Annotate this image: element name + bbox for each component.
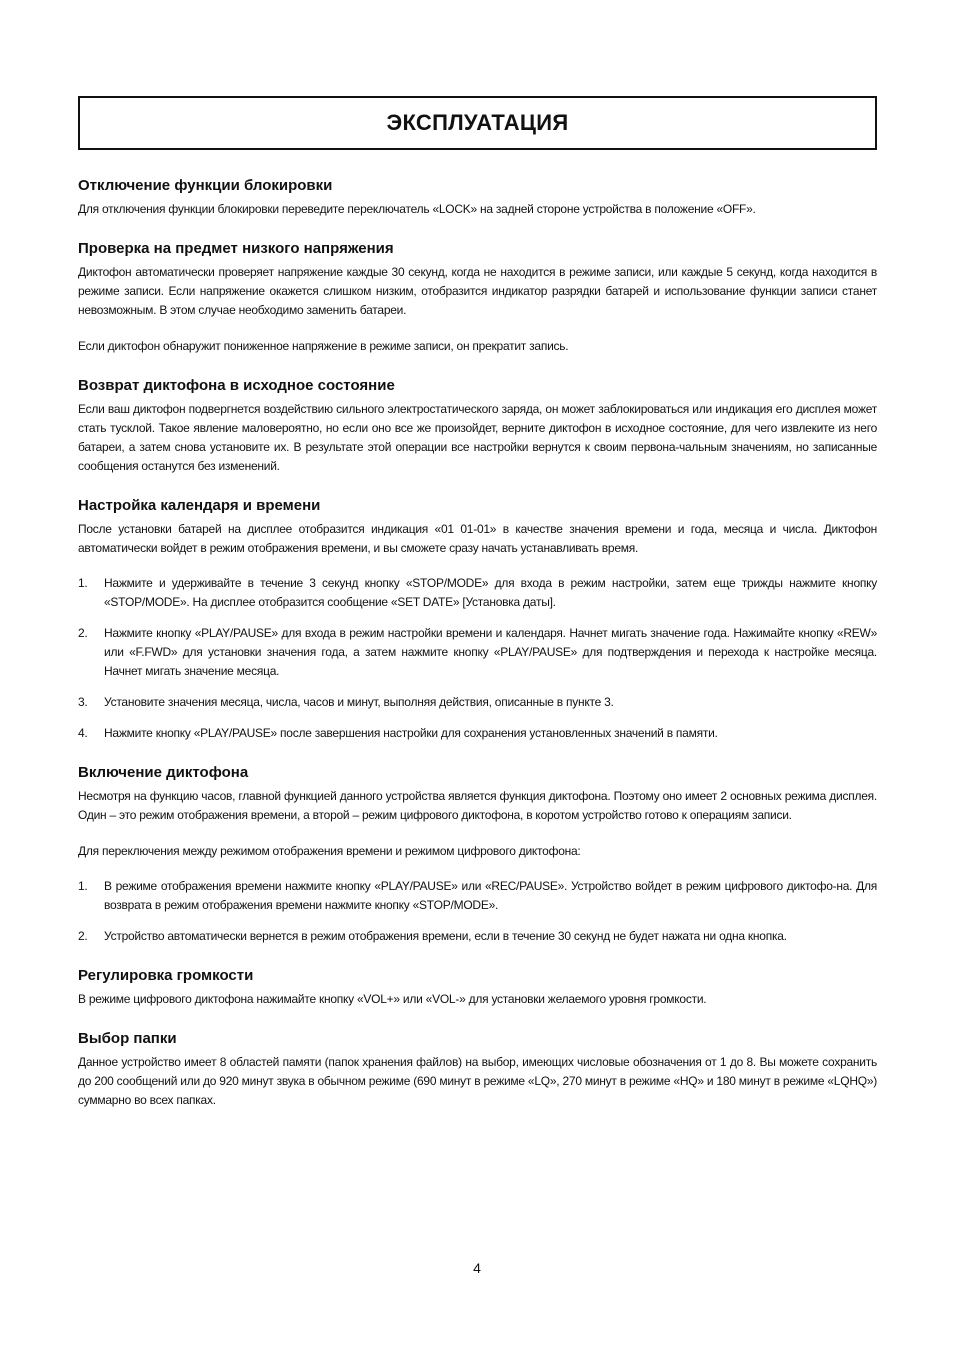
list-number: 1. xyxy=(78,576,88,590)
list-number: 3. xyxy=(78,695,88,709)
section-heading: Включение диктофона xyxy=(78,764,249,781)
list-item xyxy=(78,624,877,681)
list-number: 1. xyxy=(78,879,88,893)
section-heading: Отключение функции блокировки xyxy=(78,177,333,194)
list-text: Нажмите и удерживайте в течение 3 секунд кнопку «STOP/MODE» для входа в режим настройки, затем еще трижды нажмите кнопку «STOP/MODE». На дисплее отобразится сообщение «SET DATE» [Установка даты]. xyxy=(104,576,877,609)
steps-list xyxy=(78,574,877,743)
list-number: 4. xyxy=(78,726,88,740)
paragraph: Для переключения между режимом отображения времени и режимом цифрового диктофона: xyxy=(78,844,581,858)
paragraph: Диктофон автоматически проверяет напряжение каждые 30 секунд, когда не находится в режиме записи, или каждые 5 секунд, когда находится в режиме записи. Если напряжение окажется слишком низким, отобразится индикатор разрядки батарей и использование функции записи станет невозможным. В этом случае необходимо заменить батареи. xyxy=(78,265,877,317)
section-volume xyxy=(78,966,877,1009)
list-text: Установите значения месяца, числа, часов и минут, выполняя действия, описанные в пункте 3. xyxy=(104,695,614,709)
section-reset xyxy=(78,376,877,476)
list-text: В режиме отображения времени нажмите кнопку «PLAY/PAUSE» или «REC/PAUSE». Устройство войдет в режим цифрового диктофо-на. Для возврата в режим отображения времени нажмите кнопку «STOP/MODE». xyxy=(104,879,877,912)
paragraph: Несмотря на функцию часов, главной функцией данного устройства является функция диктофона. Поэтому оно имеет 2 основных режима дисплея. Один – это режим отображения времени, а второй – режим цифрового диктофона, в коротом устройство готово к операциям записи. xyxy=(78,789,877,822)
paragraph: Если ваш диктофон подвергнется воздействию сильного электростатического заряда, он может заблокироваться или индикация его дисплея может стать тусклой. Такое явление маловероятно, но если оно все же произойдет, верните диктофон в исходное состояние, для чего извлеките из него батареи, а затем снова установите их. В результате этой операции все настройки вернутся к своим первона-чальным значениям, но записанные сообщения останутся без изменений. xyxy=(78,402,877,473)
section-heading: Проверка на предмет низкого напряжения xyxy=(78,240,394,257)
list-text: Устройство автоматически вернется в режим отображения времени, если в течение 30 секунд не будет нажата ни одна кнопка. xyxy=(104,929,787,943)
list-item xyxy=(78,927,877,946)
list-text: Нажмите кнопку «PLAY/PAUSE» для входа в режим настройки времени и календаря. Начнет мигать значение года. Нажимайте кнопку «REW» или «F.FWD» для установки значения года, а затем нажмите кнопку «PLAY/PAUSE» для подтверждения и перехода к настройке месяца. Начнет мигать значение месяца. xyxy=(104,626,877,678)
paragraph: Если диктофон обнаружит пониженное напряжение в режиме записи, он прекратит запись. xyxy=(78,339,569,353)
list-item xyxy=(78,574,877,612)
page-title: ЭКСПЛУАТАЦИЯ xyxy=(386,110,569,135)
section-heading: Выбор папки xyxy=(78,1030,177,1047)
title-box xyxy=(78,96,877,150)
section-heading: Настройка календаря и времени xyxy=(78,497,321,514)
list-item xyxy=(78,693,877,712)
paragraph: После установки батарей на дисплее отобразится индикация «01 01-01» в качестве значения времени и года, месяца и числа. Диктофон автоматически войдет в режим отображения времени, и вы сможете сразу начать устанавливать время. xyxy=(78,522,877,555)
page-number: 4 xyxy=(473,1260,481,1276)
paragraph: В режиме цифрового диктофона нажимайте кнопку «VOL+» или «VOL-» для установки желаемого уровня громкости. xyxy=(78,992,707,1006)
list-item xyxy=(78,724,877,743)
section-low-voltage xyxy=(78,239,877,356)
section-lock xyxy=(78,176,877,219)
paragraph: Данное устройство имеет 8 областей памяти (папок хранения файлов) на выбор, имеющих числовые обозначения от 1 до 8. Вы можете сохранить до 200 сообщений или до 920 минут звука в обычном режиме (690 минут в режиме «LQ», 270 минут в режиме «HQ» и 180 минут в режиме «LQHQ») суммарно во всех папках. xyxy=(78,1055,877,1107)
section-heading: Возврат диктофона в исходное состояние xyxy=(78,377,395,394)
document-page xyxy=(78,96,877,1130)
section-heading: Регулировка громкости xyxy=(78,967,254,984)
section-calendar-time xyxy=(78,496,877,743)
steps-list xyxy=(78,877,877,946)
list-item xyxy=(78,877,877,915)
paragraph: Для отключения функции блокировки переведите переключатель «LOCK» на задней стороне устройства в положение «OFF». xyxy=(78,202,756,216)
section-folder xyxy=(78,1029,877,1110)
section-power-on xyxy=(78,763,877,946)
list-text: Нажмите кнопку «PLAY/PAUSE» после завершения настройки для сохранения установленных значений в памяти. xyxy=(104,726,718,740)
list-number: 2. xyxy=(78,626,88,640)
list-number: 2. xyxy=(78,929,88,943)
